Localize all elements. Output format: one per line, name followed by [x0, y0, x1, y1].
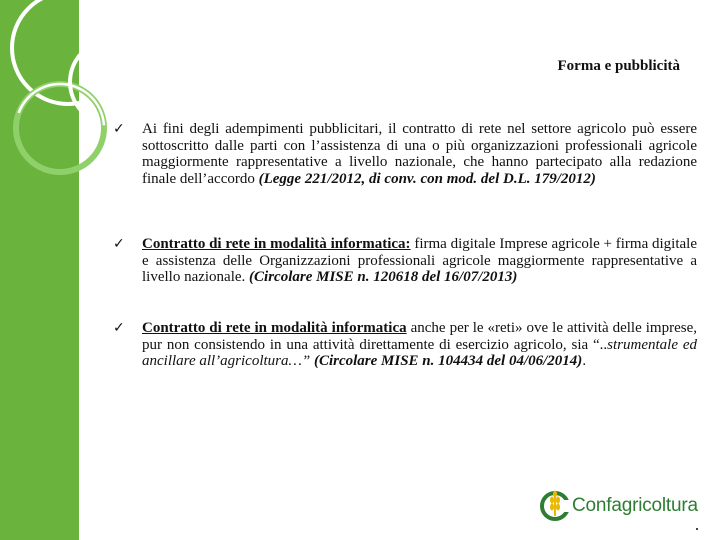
bullet-text	[142, 121, 697, 187]
ring-white-arc	[4, 72, 117, 185]
bullet-quote: strumentale ed ancillare all’agricoltura…”	[142, 336, 697, 370]
bullet-text	[142, 236, 697, 286]
corner-dot	[696, 528, 698, 530]
bullet-end: .	[582, 353, 587, 370]
bullet-lead: Contratto di rete in modalità informatica:	[142, 236, 411, 252]
check-icon: ✓	[113, 320, 125, 336]
bullet-body: anche per le «reti» ove le attività delle imprese, pur non consistendo in una attività direttamente di esercizio agricolo, sia “..	[142, 320, 697, 353]
bullet-lead: Contratto di rete in modalità informatica	[142, 320, 407, 336]
bullet-item	[113, 236, 697, 286]
slide-title: Forma e pubblicità	[557, 58, 680, 74]
confagricoltura-logo	[540, 486, 698, 526]
logo-mark-icon	[540, 486, 570, 526]
logo-text: Confagricoltura	[572, 495, 698, 516]
bullet-reference: (Circolare MISE n. 104434 del 04/06/2014)	[310, 353, 583, 370]
bullet-body: Ai fini degli adempimenti pubblicitari, il contratto di rete nel settore agricolo può essere sottoscritto dalle parti con l’assistenza di una o più organizzazioni professionali agricole maggiormente rappresentative a livello nazionale, che hanno partecipato alla redazione finale dell’accordo	[142, 121, 697, 187]
bullet-reference: (Circolare MISE n. 120618 del 16/07/2013)	[249, 269, 518, 286]
check-icon: ✓	[113, 236, 125, 252]
bullet-item	[113, 121, 697, 187]
bullet-item	[113, 320, 697, 370]
bullet-text	[142, 320, 697, 370]
bullet-body: firma digitale Imprese agricole + firma digitale e assistenza delle Organizzazioni professionali agricole maggiormente rappresentative a livello nazionale.	[142, 236, 697, 286]
bullet-reference: (Legge 221/2012, di conv. con mod. del D.L. 179/2012)	[258, 170, 596, 187]
check-icon: ✓	[113, 121, 125, 137]
ring-large-white	[12, 0, 124, 104]
